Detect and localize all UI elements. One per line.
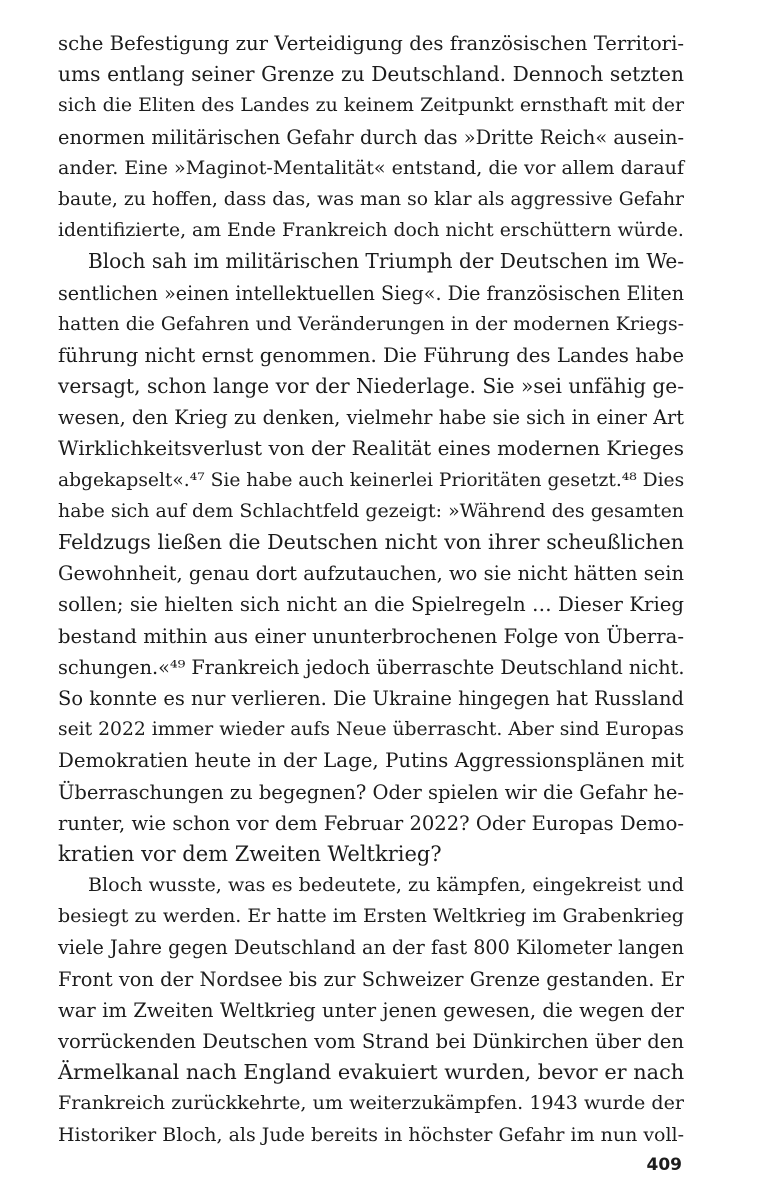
- text-line: ander. Eine »Maginot-Mentalität« entstand, die vor allem darauf: [58, 156, 684, 179]
- text-line: führung nicht ernst genommen. Die Führung des Landes habe: [58, 343, 684, 367]
- text-line: ums entlang seiner Grenze zu Deutschland. Dennoch setzten: [58, 62, 684, 87]
- text-line: enormen militärischen Gefahr durch das »Dritte Reich« ausein-: [58, 125, 684, 149]
- text-line: Wirklichkeitsverlust von der Realität eines modernen Krieges: [58, 436, 684, 461]
- text-line: vorrückenden Deutschen vom Strand bei Dünkirchen über den: [58, 1030, 684, 1053]
- text-line: sentlichen »einen intellektuellen Sieg«. Die französischen Eliten: [58, 281, 684, 305]
- text-line: So konnte es nur verlieren. Die Ukraine hingegen hat Russland: [58, 686, 684, 710]
- text-line: viele Jahre gegen Deutschland an der fast 800 Kilometer langen: [58, 936, 684, 960]
- text-line: Frankreich zurückkehrte, um weiterzukämpfen. 1943 wurde der: [58, 1092, 684, 1115]
- text-line: sich die Eliten des Landes zu keinem Zeitpunkt ernsthaft mit der: [58, 94, 684, 117]
- page-number: 409: [646, 1155, 682, 1175]
- text-line: Gewohnheit, genau dort aufzutauchen, wo sie nicht hätten sein: [58, 562, 684, 586]
- text-line: abgekapselt«.⁴⁷ Sie habe auch keinerlei Prioritäten gesetzt.⁴⁸ Dies: [58, 469, 685, 491]
- text-line: Historiker Bloch, als Jude bereits in höchster Gefahr im nun voll-: [58, 1123, 684, 1146]
- text-line: kratien vor dem Zweiten Weltkrieg?: [58, 841, 442, 866]
- text-line: Überraschungen zu begegnen? Oder spielen wir die Gefahr he-: [58, 780, 684, 804]
- text-line: Front von der Nordsee bis zur Schweizer Grenze gestanden. Er: [58, 967, 684, 991]
- text-line: Bloch sah im militärischen Triumph der Deutschen im We-: [88, 249, 684, 274]
- text-line: sche Befestigung zur Verteidigung des französischen Territori-: [58, 32, 684, 55]
- text-line: schungen.«⁴⁹ Frankreich jedoch überraschte Deutschland nicht.: [58, 655, 685, 679]
- text-line: runter, wie schon vor dem Februar 2022? Oder Europas Demo-: [58, 811, 684, 835]
- text-line: sollen; sie hielten sich nicht an die Spielregeln … Dieser Krieg: [58, 593, 684, 617]
- text-line: bestand mithin aus einer ununterbrochenen Folge von Überra-: [58, 624, 684, 648]
- text-line: besiegt zu werden. Er hatte im Ersten Weltkrieg im Grabenkrieg: [58, 905, 684, 928]
- text-line: versagt, schon lange vor der Niederlage. Sie »sei unfähig ge-: [58, 374, 684, 399]
- text-line: Ärmelkanal nach England evakuiert wurden, bevor er nach: [58, 1060, 685, 1085]
- text-line: Demokratien heute in der Lage, Putins Aggressionsplänen mit: [58, 749, 684, 773]
- text-line: baute, zu hoffen, dass das, was man so klar als aggressive Gefahr: [58, 188, 684, 210]
- text-line: wesen, den Krieg zu denken, vielmehr habe sie sich in einer Art: [58, 406, 684, 430]
- text-line: identifizierte, am Ende Frankreich doch nicht erschüttern würde.: [58, 220, 684, 242]
- body-text: [58, 28, 684, 1151]
- text-line: hatten die Gefahren und Veränderungen in der modernen Kriegs-: [58, 313, 684, 335]
- text-line: habe sich auf dem Schlachtfeld gezeigt: »Während des gesamten: [58, 499, 684, 522]
- text-line: Bloch wusste, was es bedeutete, zu kämpfen, eingekreist und: [88, 874, 684, 897]
- text-line: Feldzugs ließen die Deutschen nicht von ihrer scheußlichen: [58, 530, 684, 554]
- text-line: seit 2022 immer wieder aufs Neue überrascht. Aber sind Europas: [58, 719, 684, 741]
- text-line: war im Zweiten Weltkrieg unter jenen gewesen, die wegen der: [58, 998, 684, 1022]
